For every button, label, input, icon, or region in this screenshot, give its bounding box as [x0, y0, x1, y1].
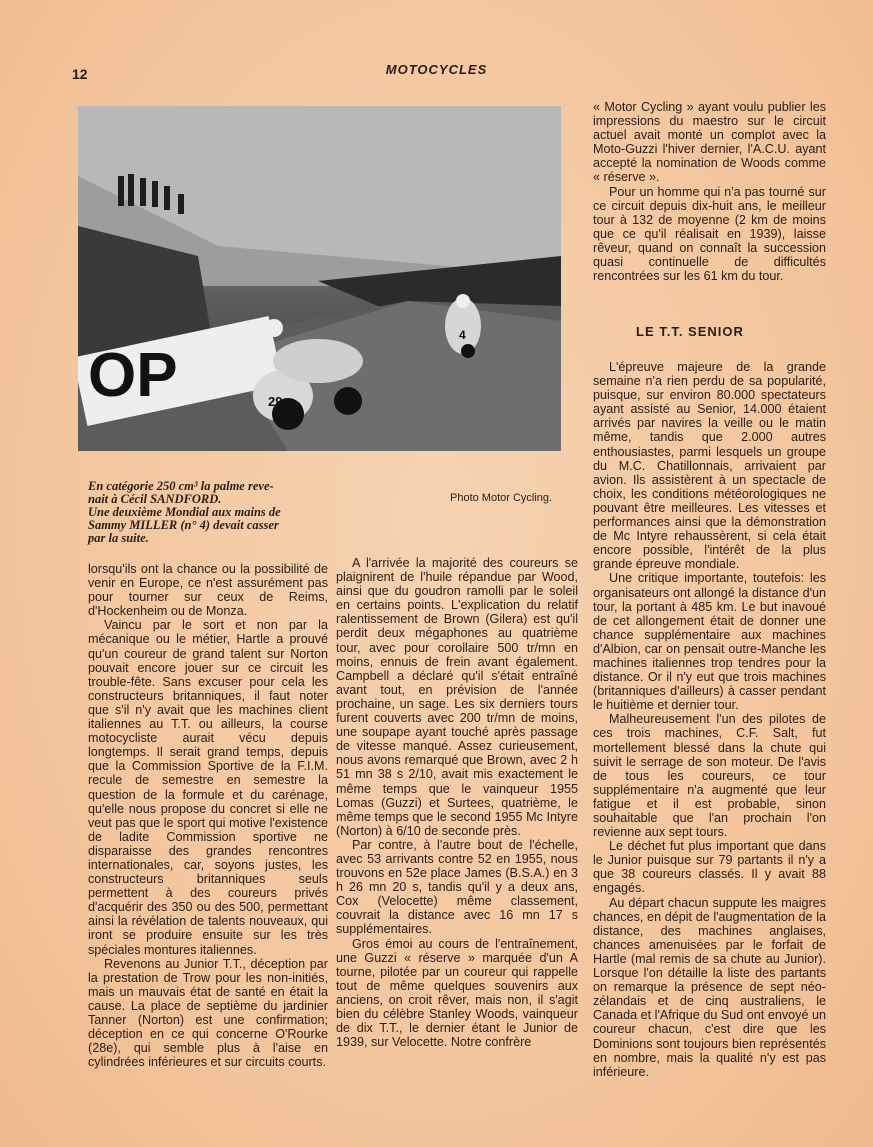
paragraph: Le déchet fut plus important que dans le Junior puisque sur 79 partants il n'y a que 38 coureurs classés. Il y avait 88 engagés. — [593, 839, 826, 896]
caption-line: Sammy MILLER (n° 4) devait casser — [88, 518, 279, 532]
paragraph: Une critique importante, toutefois: les organisateurs ont allongé la distance d'un tour, la portant à 485 km. Le but inavoué de cet allongement était de donner une chance supplémentaire aux machines d'Albion, car on pensait outre-Manche les machines italiennes trop tendres pour la distance. Or il n'y eut que trois machines (britanniques d'ailleurs) à casser pendant le huitième et dernier tour. — [593, 571, 826, 713]
paragraph: Revenons au Junior T.T., déception par la prestation de Trow pour les non-initiés, mais un mauvais état de santé en était la cause. La place de septième du jardinier Tanner (Norton) est une confirmation; déception en ce qui concerne O'Rourke (28e), qui semble plus à l'aise en cylindrées inférieures et sur circuits courts. — [88, 956, 328, 1070]
column-3-top — [593, 100, 826, 283]
paragraph: Au départ chacun suppute les maigres chances, en dépit de l'augmentation de la distance, des machines anglaises, chances amenuisées par le forfait de Hartle (mal remis de sa chute au Junior). Lorsque l'on détaille la liste des partants on remarque la présence de sept néo-zélandais et de cinq australiens, le Canada et l'Afrique du Sud ont envoyé un coureur chacun, c'est dire que les Dominions sont toujours bien représentés en nombre, mais la qualité n'y est pas inférieure. — [593, 895, 826, 1079]
column-3-senior — [593, 360, 826, 1079]
svg-text:4: 4 — [459, 328, 466, 342]
paragraph: Malheureusement l'un des pilotes de ces trois machines, C.F. Salt, fut mortellement blessé dans la chute qui suivit le serrage de son moteur. De l'avis de tous les coureurs, ce tour supplémentaire n'a augmenté que leur fatigue et il est probable, sinon souhaitable que l'an prochain l'on revienne aux sept tours. — [593, 712, 826, 840]
section-title: LE T.T. SENIOR — [636, 324, 744, 339]
paragraph: A l'arrivée la majorité des coureurs se plaignirent de l'huile répandue par Wood, ainsi que du goudron ramolli par le soleil en certains points. L'explication du relatif ralentissement de Brown (Gilera) est qu'il perdit deux mégaphones au quatrième tour, avec pour corollaire 500 tr/mn en moins, ennuis de frein avant également. Campbell a déclaré qu'il s'était entraîné avant tout, en prévision de l'année prochaine, un sage. Les six derniers tours furent couverts avec 200 tr/mn de moins, une soupape ayant touché après passage de vitesse manqué. Assez curieusement, nous avons remarqué que Brown, avec 2 h 51 mn 38 s 2/10, avait mis exactement le même temps que le vainqueur 1955 Lomas (Guzzi) et Surtees, quatrième, le même temps que le second 1955 Mc Intyre (Norton) à 6/10 de seconde près. — [336, 556, 578, 838]
column-1 — [88, 562, 328, 1069]
photo-caption — [88, 480, 338, 545]
paragraph: Vaincu par le sort et non par la mécanique ou le métier, Hartle a prouvé qu'un coureur de grand talent sur Norton pouvait encore jouer sur ce circuit les trouble-fête. Sans excuser pour cela les constructeurs britanniques, il faut noter que s'il n'y avait que les machines client italiennes au T.T. ou ailleurs, la course motocycliste aurait vécu depuis longtemps. Il serait grand temps, depuis que la Commission Sportive de la F.I.M. recule de semestre en semestre la question de la formule et du carénage, qu'elle nous propose du concret si elle ne veut pas que le sport qui motive l'existence de ladite Commission sportive ne disparaisse des grandes rencontres internationales, car, soyons justes, les constructeurs britanniques seuls permettent à des coureurs privés d'acquérir des 350 ou des 500, permettant ainsi la révélation de talents nouveaux, qui iront se produire ensuite sur les très spéciales montures italiennes. — [88, 618, 328, 957]
photo-credit: Photo Motor Cycling. — [450, 492, 553, 504]
paragraph: lorsqu'ils ont la chance ou la possibilité de venir en Europe, ce n'est assurément pas pour tourner sur ceux de Reims, d'Hockenheim ou de Monza. — [88, 562, 328, 619]
caption-line: par la suite. — [88, 531, 149, 545]
page-number: 12 — [72, 66, 88, 82]
paragraph: Par contre, à l'autre bout de l'échelle, avec 53 arrivants contre 52 en 1955, nous trouvons en 52e place James (B.S.A.) en 3 h 26 mn 20 s, tandis qu'il y a deux ans, Cox (Velocette) même classement, couvrait la distance avec 16 mn 17 s supplémentaires. — [336, 837, 578, 937]
caption-line: En catégorie 250 cm³ la palme reve- — [88, 479, 274, 493]
running-header: MOTOCYCLES — [385, 62, 488, 77]
svg-text:29: 29 — [268, 394, 283, 409]
race-photo — [78, 106, 561, 451]
column-2 — [336, 556, 578, 1049]
caption-line: nait à Cécil SANDFORD. — [88, 492, 222, 506]
sign-text: OP — [88, 341, 178, 410]
paragraph: « Motor Cycling » ayant voulu publier les impressions du maestro sur le circuit actuel avait monté un complot avec la Moto-Guzzi l'hiver dernier, l'A.C.U. ayant accepté la nomination de Woods comme « réserve ». — [593, 100, 826, 185]
paragraph: Gros émoi au cours de l'entraînement, une Guzzi « réserve » marquée d'un A tourne, pilotée par un coureur qui rappelle tout de même quelques souvenirs aux anciens, on croit rêver, mais non, il s'agit bien du célèbre Stanley Woods, vainqueur de dix T.T., le dernier étant le Junior de 1939, sur Velocette. Notre confrère — [336, 936, 578, 1050]
paragraph: L'épreuve majeure de la grande semaine n'a rien perdu de sa popularité, puisque, sur environ 80.000 spectateurs ayant assisté au Senior, 14.000 étaient arrivés par navires la veille ou le matin même, tandis que 2.000 autres enthousiastes, parmi lesquels un groupe du M.C. Chatillonnais, arrivaient par avion. Ils assistèrent à un spectacle de choix, les conditions météorologiques ne pouvant être meilleures. Les vitesses et performances ainsi que la démonstration de Mc Intyre rehaussèrent, si cela était encore possible, l'intérêt de la plus grande épreuve mondiale. — [593, 360, 826, 572]
caption-line: Une deuxième Mondial aux mains de — [88, 505, 281, 519]
paragraph: Pour un homme qui n'a pas tourné sur ce circuit depuis dix-huit ans, le meilleur tour à 132 de moyenne (2 km de moins que ce qu'il réalisait en 1939), laisse rêveur, quand on connaît la succession quasi continuelle de difficultés rencontrées sur les 61 km du tour. — [593, 184, 826, 284]
